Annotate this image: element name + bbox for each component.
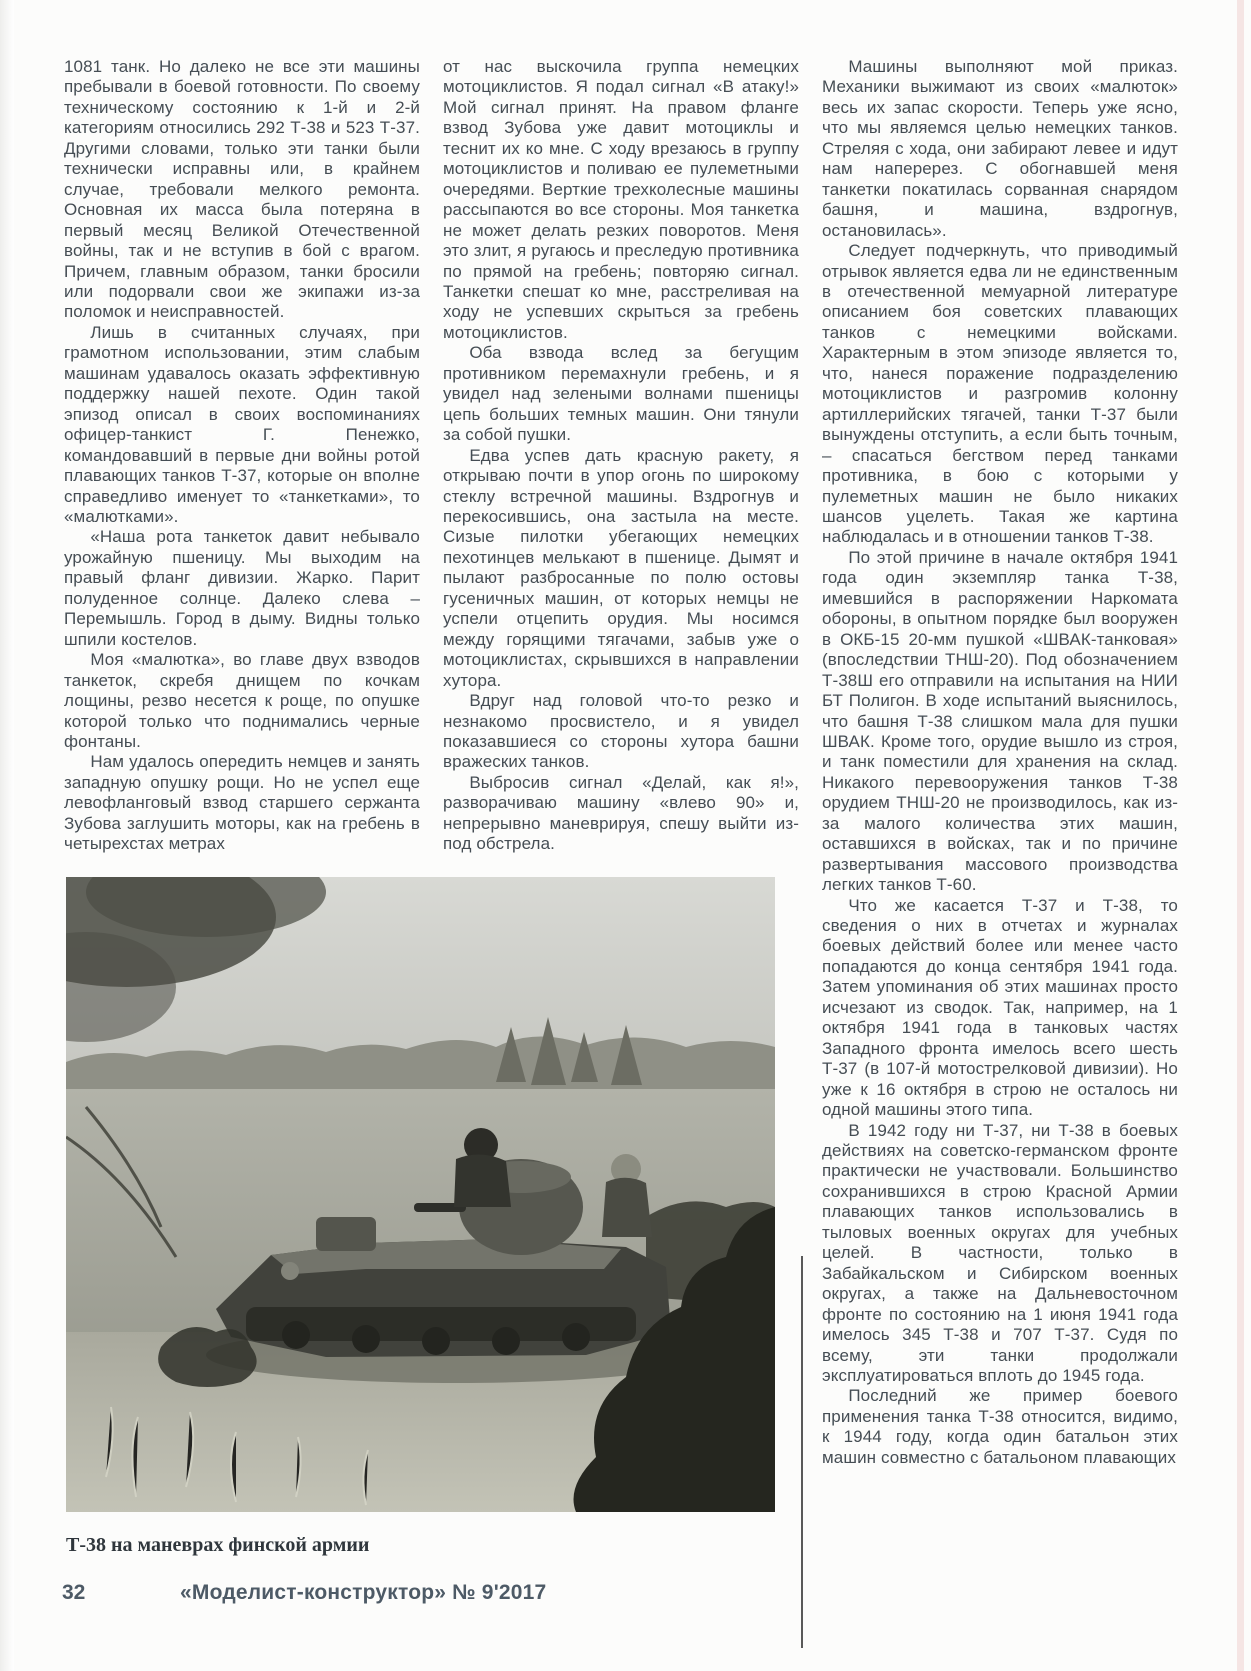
photo-illustration: [66, 877, 775, 1512]
paragraph: По этой причине в начале октября 1941 года один экземпляр танка Т-38, имевшийся в распоряжении Наркомата обороны, в опытном порядке был вооружен в ОКБ-15 20-мм пушкой «ШВАК-танковая» (впоследствии ТНШ-20). Под обозначением Т-38Ш его отправили на испытания на НИИ БТ Полигон. В ходе испытаний выяснилось, что башня Т-38 слишком мала для пушки ШВАК. Кроме того, орудие вышло из строя, и танк поместили для хранения на склад. Никакого перевооружения танков Т-38 орудием ТНШ-20 не производилось, как из-за малого количества этих машин, оставшихся в войсках, так и по причине развертывания массового производства легких танков Т-60.: [822, 547, 1178, 895]
paragraph: Последний же пример боевого применения танка Т-38 относится, видимо, к 1944 году, когда один батальон этих машин совместно с батальоном плавающих: [822, 1386, 1178, 1467]
paragraph: «Наша рота танкеток давит небывало урожайную пшеницу. Мы выходим на правый фланг дивизии. Жарко. Парит полуденное солнце. Далеко слева – Перемышль. Город в дыму. Видны только шпили костелов.: [64, 527, 420, 649]
scan-edge-right: [1237, 0, 1244, 1671]
paragraph: Оба взвода вслед за бегущим противником перемахнули гребень, и я увидел над зелеными волнами пшеницы цепь больших темных машин. Они тянули за собой пушки.: [443, 343, 799, 445]
paragraph: 1081 танк. Но далеко не все эти машины пребывали в боевой готовности. По своему техническому состоянию к 1-й и 2-й категориям относились 292 Т-38 и 523 Т-37. Другими словами, только эти танки были технически исправны или, в крайнем случае, требовали мелкого ремонта. Основная их масса была потеряна в первый месяц Великой Отечественной войны, так и не вступив в бой с врагом. Причем, главным образом, танки бросили или подорвали свои же экипажи из-за поломок и неисправностей.: [64, 57, 420, 322]
paragraph: Что же касается Т-37 и Т-38, то сведения о них в отчетах и журналах боевых действий более или менее часто попадаются до конца сентября 1941 года. Затем упоминания об этих машинах просто исчезают из сводок. Так, например, на 1 октября 1941 года в танковых частях Западного фронта имелось всего шесть Т-37 (в 107-й мотострелковой дивизии). Но уже к 16 октября в строю не осталось ни одной машины этого типа.: [822, 895, 1178, 1120]
paragraph: от нас выскочила группа немецких мотоциклистов. Я подал сигнал «В атаку!» Мой сигнал принят. На правом фланге взвод Зубова уже давит мотоциклы и теснит их ко мне. С ходу врезаюсь в группу мотоциклистов и поливаю ее пулеметными очередями. Верткие трехколесные машины рассыпаются во все стороны. Моя танкетка не может делать резких поворотов. Меня это злит, я ругаюсь и преследую противника по прямой на гребень; повторяю сигнал. Танкетки спешат ко мне, расстреливая на ходу не успевших скрыться за гребень мотоциклистов.: [443, 57, 799, 342]
text-column-2: [443, 57, 799, 885]
paragraph: Следует подчеркнуть, что приводимый отрывок является едва ли не единственным в отечественной мемуарной литературе описанием боя советских плавающих танков с немецкими войсками. Характерным в этом эпизоде является то, что, нанеся поражение подразделению мотоциклистов и разгромив колонну артиллерийских тягачей, танки Т-37 были вынуждены отступить, а если быть точным, – спасаться бегством перед танками противника, в бою с которыми у пулеметных машин не было никаких шансов уцелеть. Такая же картина наблюдалась и в отношении танков Т-38.: [822, 241, 1178, 547]
photo-caption: Т-38 на маневрах финской армии: [66, 1534, 370, 1556]
paragraph: Машины выполняют мой приказ. Механики выжимают из своих «малюток» весь их запас скорости. Теперь уже ясно, что мы являемся целью немецких танков. Стреляя с хода, они забирают левее и идут нам наперерез. С обогнавшей меня танкетки покатилась сорванная снарядом башня, и машина, вздрогнув, остановилась».: [822, 57, 1178, 240]
paragraph: Нам удалось опередить немцев и занять западную опушку рощи. Но не успел еще левофланговый взвод старшего сержанта Зубова заглушить моторы, как на гребень в четырехстах метрах: [64, 752, 420, 854]
paragraph: Моя «малютка», во главе двух взводов танкеток, скребя днищем по кочкам лощины, резво несется к роще, по опушке которой только что поднимались черные фонтаны.: [64, 650, 420, 751]
paragraph: В 1942 году ни Т-37, ни Т-38 в боевых действиях на советско-германском фронте практически не участвовали. Большинство сохранившихся в строю Красной Армии плавающих танков использовались в тыловых военных округах для учебных целей. В частности, только в Забайкальском и Сибирском военных округах, а также на Дальневосточном фронте по состоянию на 1 июня 1941 года имелось 345 Т-38 и 707 Т-37. Судя по всему, эти танки продолжали эксплуатироваться вплоть до 1945 года.: [822, 1120, 1178, 1385]
magazine-title: «Моделист-конструктор» № 9'2017: [180, 1581, 547, 1604]
page-footer: [0, 1581, 1251, 1611]
photo-t38-finnish-maneuvers: [66, 877, 775, 1512]
paragraph: Лишь в считанных случаях, при грамотном использовании, этим слабым машинам удавалось оказать эффективную поддержку нашей пехоте. Один такой эпизод описал в своих воспоминаниях офицер-танкист Г. Пенежко, командовавший в первые дни войны ротой плавающих танков Т-37, которые он вполне справедливо именует то «танкетками», то «малютками».: [64, 322, 420, 526]
paragraph: Выбросив сигнал «Делай, как я!», разворачиваю машину «влево 90» и, непрерывно маневрируя, спешу выйти из-под обстрела.: [443, 772, 799, 854]
scan-edge-left: [0, 0, 14, 1671]
text-column-3: [822, 57, 1178, 1562]
paragraph: Вдруг над головой что-то резко и незнакомо просвистело, и я увидел показавшиеся со стороны хутора башни вражеских танков.: [443, 691, 799, 772]
page-number: 32: [62, 1581, 86, 1604]
photo-bush-left-of-tank: [158, 1327, 256, 1387]
paragraph: Едва успев дать красную ракету, я открываю почти в упор огонь по широкому стеклу встречной машины. Вздрогнув и перекосившись, она застыла на месте. Сизые пилотки убегающих немецких пехотинцев мелькают в пшенице. Дымят и пылают разбросанные по полю остовы гусеничных машин, от которых немцы не успели отцепить орудия. Мы носимся между горящими тягачами, забыв уже о мотоциклистах, скрывшихся в направлении хутора.: [443, 445, 799, 690]
text-column-1: [64, 57, 420, 885]
